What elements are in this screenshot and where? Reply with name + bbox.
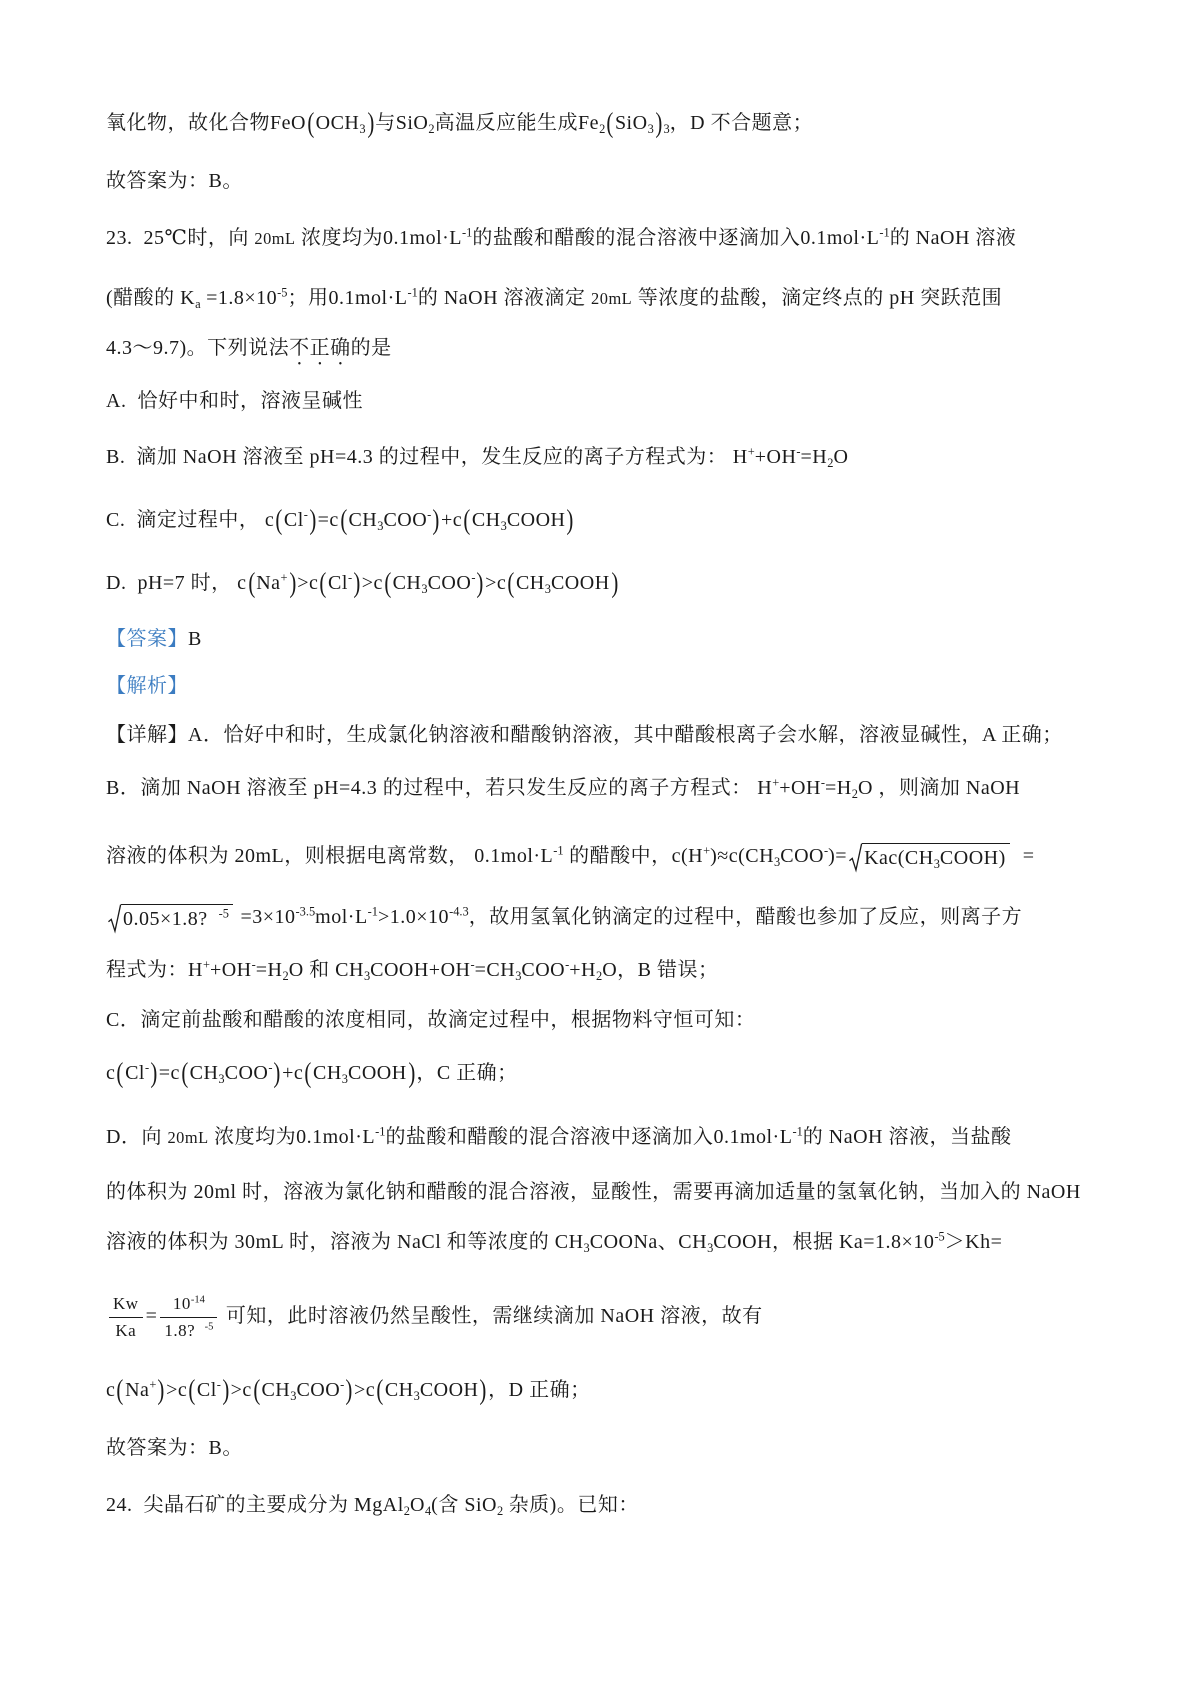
- text-run: >c: [361, 572, 383, 594]
- text-run: 浓度均为: [208, 1126, 297, 1148]
- text-run: 的 NaOH 溶液，当盐酸: [802, 1126, 1012, 1148]
- text-run: Kw: [113, 1293, 139, 1313]
- explanation-a: [106, 715, 1063, 755]
- superscript: -1: [367, 904, 378, 919]
- text-run: 的盐酸和醋酸的混合溶液中逐滴加入: [385, 1126, 714, 1148]
- superscript: -: [251, 957, 256, 972]
- text-run: (含 SiO: [431, 1494, 497, 1516]
- superscript: -: [268, 1060, 273, 1075]
- text-run: 氧化物，故化合物FeO: [106, 112, 306, 134]
- text-run: Cl: [283, 509, 304, 531]
- text-run: =H: [825, 777, 852, 799]
- text-run: Cl: [125, 1062, 145, 1084]
- subscript: 3: [500, 518, 507, 533]
- text-run: c: [106, 1062, 116, 1084]
- text-run: >c: [485, 572, 507, 594]
- text-run: COOH): [939, 847, 1006, 870]
- subscript: 2: [851, 786, 858, 801]
- text-run: CH: [348, 509, 378, 531]
- text-run: =: [145, 1305, 158, 1327]
- question-23-prompt: [106, 328, 392, 368]
- text-run: COOH: [347, 1062, 407, 1084]
- previous-solution-line: 氧化物，故化合物FeO(OCH3)与SiO2高温反应能生成Fe2(SiO3)3，D 不合题意；: [106, 107, 814, 140]
- text-run: =H: [255, 959, 283, 981]
- text-run: O: [410, 1494, 425, 1516]
- text-run: =H: [800, 446, 828, 468]
- superscript: -5: [218, 906, 229, 921]
- text-run: 10: [172, 1293, 191, 1313]
- subscript: 3: [933, 857, 940, 872]
- subscript: 3: [363, 968, 371, 983]
- text-run: 0.1mol·L: [800, 227, 880, 249]
- explanation-b: [106, 768, 1020, 808]
- text-run: 的体积为 20ml 时，溶液为氯化钠和醋酸的混合溶液，显酸性，需要再滴加适量的氢氧化钠，当加入的 NaOH: [106, 1181, 1081, 1203]
- subscript: 2: [282, 968, 289, 983]
- text-run: 【详解】A．恰好中和时，生成氯化钠溶液和醋酸钠溶液，其中醋酸根离子会水解，溶液显碱性，A 正确；: [106, 724, 1063, 746]
- text-run: 与SiO: [375, 112, 429, 134]
- subscript: 3: [515, 968, 522, 983]
- explanation-d-continued: [106, 1172, 1081, 1212]
- explanation-d-fraction-line: [106, 1286, 763, 1346]
- superscript: -5: [934, 1229, 945, 1244]
- fraction-denominator: [160, 1318, 217, 1344]
- text-run: COO: [224, 1062, 269, 1084]
- question-24-stem: [106, 1485, 639, 1525]
- text-run: +OH: [779, 777, 821, 799]
- text-run: 1.8?: [164, 1320, 205, 1340]
- text-run: =c: [317, 509, 339, 531]
- text-run: SiO: [614, 112, 648, 134]
- text-run: +H: [569, 959, 596, 981]
- subscript: 3: [544, 581, 551, 596]
- text-run: 高温反应能生成Fe: [434, 112, 600, 134]
- option-a: [106, 381, 363, 421]
- radical-sign-icon: [108, 904, 121, 932]
- text-run: B. 滴加 NaOH 溶液至 pH=4.3 的过程中，发生反应的离子方程式为： H: [106, 446, 748, 468]
- text-run: COOH: [550, 572, 610, 594]
- fraction-numerator: [109, 1291, 143, 1318]
- option-d: D. pH=7 时， c(Na+)>c(Cl-)>c(CH3COO-)>c(CH3COOH): [106, 567, 618, 600]
- text-run: CH: [515, 572, 545, 594]
- text-run: mol·L: [315, 906, 368, 928]
- superscript: +: [703, 843, 711, 858]
- superscript: -: [427, 507, 432, 522]
- text-run: =: [1011, 845, 1035, 867]
- text-run: CH: [261, 1379, 291, 1401]
- text-run: +c: [440, 509, 463, 531]
- text-run: +OH: [209, 959, 252, 981]
- text-run: Cl: [328, 572, 348, 594]
- text-run: =1.8×10: [200, 287, 278, 309]
- text-run: =c: [158, 1062, 180, 1084]
- subscript: 3: [421, 581, 428, 596]
- subscript: 3: [663, 121, 670, 136]
- subscript: 3: [290, 1388, 297, 1403]
- text-run: 的盐酸和醋酸的混合溶液中逐滴加入: [472, 227, 801, 249]
- square-root: [849, 843, 1010, 871]
- text-run: C. 滴定过程中， c: [106, 509, 275, 531]
- option-c: C. 滴定过程中， c(Cl-)=c(CH3COO-)+c(CH3COOH): [106, 504, 574, 537]
- superscript: -1: [462, 225, 473, 240]
- text-run: 溶液的体积为 30mL 时，溶液为 NaCl 和等浓度的 CH: [106, 1231, 584, 1253]
- text-run: CH: [471, 509, 501, 531]
- subscript: 3: [377, 518, 384, 533]
- explanation-b-continued: [106, 836, 1035, 876]
- subscript: 3: [774, 854, 781, 869]
- text-run: 24. 尖晶石矿的主要成分为 MgAl: [106, 1494, 404, 1516]
- superscript: -14: [190, 1294, 205, 1306]
- text-run: COOH+OH: [370, 959, 471, 981]
- text-run: COOH，根据 Ka=1.8×10: [713, 1231, 935, 1253]
- superscript: -: [823, 843, 829, 858]
- text-run: O 和 CH: [288, 959, 364, 981]
- subscript: 2: [428, 121, 435, 136]
- superscript: +: [149, 1377, 157, 1392]
- superscript: -: [144, 1060, 150, 1075]
- radicand: [862, 843, 1010, 871]
- text-run: CH: [392, 572, 422, 594]
- text-run: COONa、CH: [589, 1231, 708, 1253]
- subscript: 3: [707, 1240, 714, 1255]
- text-run: >c: [353, 1379, 376, 1401]
- text-run: 故答案为：B。: [106, 170, 243, 192]
- text-run: =3×10: [234, 906, 296, 928]
- text-run: CH: [312, 1062, 342, 1084]
- explanation-c: [106, 1000, 755, 1040]
- text-run: OCH: [315, 112, 360, 134]
- superscript: +: [772, 775, 780, 790]
- text-run: O ，则滴加 NaOH: [857, 777, 1021, 799]
- section-label: 【解析】: [106, 675, 188, 697]
- subscript: a: [195, 296, 201, 311]
- text-run: Cl: [196, 1379, 217, 1401]
- subscript: 2: [596, 968, 603, 983]
- option-b: [106, 437, 848, 477]
- text-run: 的是: [350, 337, 392, 359]
- fraction-denominator: [109, 1318, 143, 1344]
- subscript: 2: [827, 455, 834, 470]
- text-run: ＞Kh=: [944, 1231, 1003, 1253]
- radical-sign-icon: [849, 843, 862, 871]
- text-run: 0.1mol·L: [713, 1126, 793, 1148]
- superscript: -1: [553, 843, 564, 858]
- text-run: 的 NaOH 溶液滴定: [417, 287, 592, 309]
- text-run: COOH: [506, 509, 566, 531]
- fraction-numerator: [160, 1291, 217, 1318]
- subscript: 3: [341, 1071, 348, 1086]
- superscript: -4.3: [449, 904, 469, 919]
- subscript: 2: [403, 1503, 410, 1518]
- text-run: 程式为：H: [106, 959, 203, 981]
- superscript: -3.5: [295, 904, 316, 919]
- text-run: >c: [230, 1379, 252, 1401]
- superscript: -: [796, 444, 801, 459]
- text-run: +OH: [754, 446, 797, 468]
- text-run: 20mL: [254, 229, 296, 248]
- superscript: -: [471, 570, 476, 585]
- explanation-d-conclusion: c(Na+)>c(Cl-)>c(CH3COO-)>c(CH3COOH)，D 正确；: [106, 1374, 591, 1407]
- text-run: )≈c(CH: [710, 845, 775, 867]
- text-run: (醋酸的 K: [106, 287, 196, 309]
- answer-line: [106, 619, 202, 659]
- text-run: 23. 25℃时，向: [106, 227, 255, 249]
- text-run: A. 恰好中和时，溶液呈碱性: [106, 390, 363, 412]
- superscript: -: [347, 570, 353, 585]
- superscript: -: [820, 775, 826, 790]
- superscript: -1: [375, 1124, 386, 1139]
- superscript: -: [470, 957, 475, 972]
- explanation-b-calculation: [106, 897, 1022, 937]
- superscript: +: [747, 444, 755, 459]
- text-run: =CH: [474, 959, 516, 981]
- text-run: COO: [383, 509, 428, 531]
- explanation-d: [106, 1117, 1011, 1157]
- superscript: -: [216, 1377, 221, 1392]
- superscript: -1: [792, 1124, 803, 1139]
- text-run: 浓度均为: [295, 227, 384, 249]
- subscript: 3: [359, 121, 366, 136]
- question-23-stem-continued: [106, 278, 1002, 318]
- emphasized-text: 不正确: [289, 337, 351, 359]
- explanation-d-continued-2: [106, 1222, 1002, 1262]
- text-run: Na: [256, 572, 281, 594]
- section-label: 【答案】: [106, 628, 188, 650]
- square-root: [108, 904, 233, 932]
- fraction: [109, 1291, 143, 1345]
- text-run: 的醋酸中，c(H: [563, 845, 704, 867]
- text-run: 的 NaOH 溶液: [889, 227, 1017, 249]
- analysis-heading: [106, 666, 188, 706]
- text-run: Kac(CH: [864, 847, 934, 870]
- subscript: 3: [647, 121, 654, 136]
- text-run: ；用: [287, 287, 329, 309]
- text-run: O: [833, 446, 849, 468]
- text-run: O，B 错误；: [602, 959, 719, 981]
- fraction: [160, 1291, 217, 1345]
- superscript: -1: [407, 285, 418, 300]
- text-run: >c: [166, 1379, 188, 1401]
- superscript: -: [565, 957, 570, 972]
- text-run: 20mL: [167, 1128, 209, 1147]
- text-run: COO: [296, 1379, 341, 1401]
- subscript: 4: [424, 1503, 432, 1518]
- text-run: D. pH=7 时， c: [106, 572, 247, 594]
- subscript: 2: [496, 1503, 504, 1518]
- text-run: ，C 正确；: [416, 1062, 518, 1084]
- text-run: 0.1mol·L: [383, 227, 463, 249]
- explanation-c-formula: c(Cl-)=c(CH3COO-)+c(CH3COOH)，C 正确；: [106, 1057, 518, 1090]
- subscript: 3: [218, 1071, 225, 1086]
- text-run: B: [188, 628, 202, 650]
- text-run: )=: [828, 845, 848, 867]
- text-run: 等浓度的盐酸，滴定终点的 pH 突跃范围: [632, 287, 1003, 309]
- text-run: 溶液的体积为 20mL，则根据电离常数， 0.1mol·L: [106, 845, 554, 867]
- explanation-b-equations: [106, 950, 719, 990]
- radicand: [121, 904, 233, 932]
- superscript: +: [280, 570, 288, 585]
- text-run: C．滴定前盐酸和醋酸的浓度相同，故滴定过程中，根据物料守恒可知：: [106, 1009, 756, 1031]
- text-run: B．滴加 NaOH 溶液至 pH=4.3 的过程中，若只发生反应的离子方程式： H: [106, 777, 773, 799]
- text-run: Ka: [115, 1320, 137, 1340]
- subscript: 2: [599, 121, 606, 136]
- text-run: 20mL: [591, 289, 633, 308]
- superscript: -1: [879, 225, 890, 240]
- text-run: 0.1mol·L: [296, 1126, 376, 1148]
- text-run: COOH: [419, 1379, 479, 1401]
- text-run: D．向: [106, 1126, 168, 1148]
- text-run: 4.3～9.7)。下列说法: [106, 337, 290, 359]
- text-run: Na: [125, 1379, 150, 1401]
- text-run: +c: [282, 1062, 304, 1084]
- text-run: COO: [521, 959, 566, 981]
- text-run: 可知，此时溶液仍然呈酸性，需继续滴加 NaOH 溶液，故有: [220, 1305, 763, 1327]
- text-run: ，D 不合题意；: [669, 112, 814, 134]
- superscript: -: [340, 1377, 345, 1392]
- text-run: 杂质)。已知：: [503, 1494, 639, 1516]
- superscript: -5: [277, 285, 288, 300]
- text-run: CH: [189, 1062, 219, 1084]
- superscript: +: [202, 957, 210, 972]
- subscript: 3: [583, 1240, 590, 1255]
- text-run: CH: [384, 1379, 414, 1401]
- text-run: >1.0×10: [378, 906, 450, 928]
- text-run: 0.05×1.8?: [123, 908, 219, 931]
- text-run: >c: [297, 572, 319, 594]
- superscript: -5: [204, 1321, 214, 1333]
- final-answer-line: [106, 1428, 243, 1468]
- text-run: ，D 正确；: [488, 1379, 591, 1401]
- text-run: c: [106, 1379, 116, 1401]
- text-run: COO: [780, 845, 824, 867]
- text-run: ，故用氢氧化钠滴定的过程中，醋酸也参加了反应，则离子方: [468, 906, 1023, 928]
- superscript: -: [303, 507, 308, 522]
- text-run: 0.1mol·L: [328, 287, 408, 309]
- previous-answer-line: [106, 161, 243, 201]
- subscript: 3: [413, 1388, 420, 1403]
- question-23-stem: [106, 218, 1016, 258]
- text-run: 故答案为：B。: [106, 1437, 243, 1459]
- text-run: COO: [427, 572, 472, 594]
